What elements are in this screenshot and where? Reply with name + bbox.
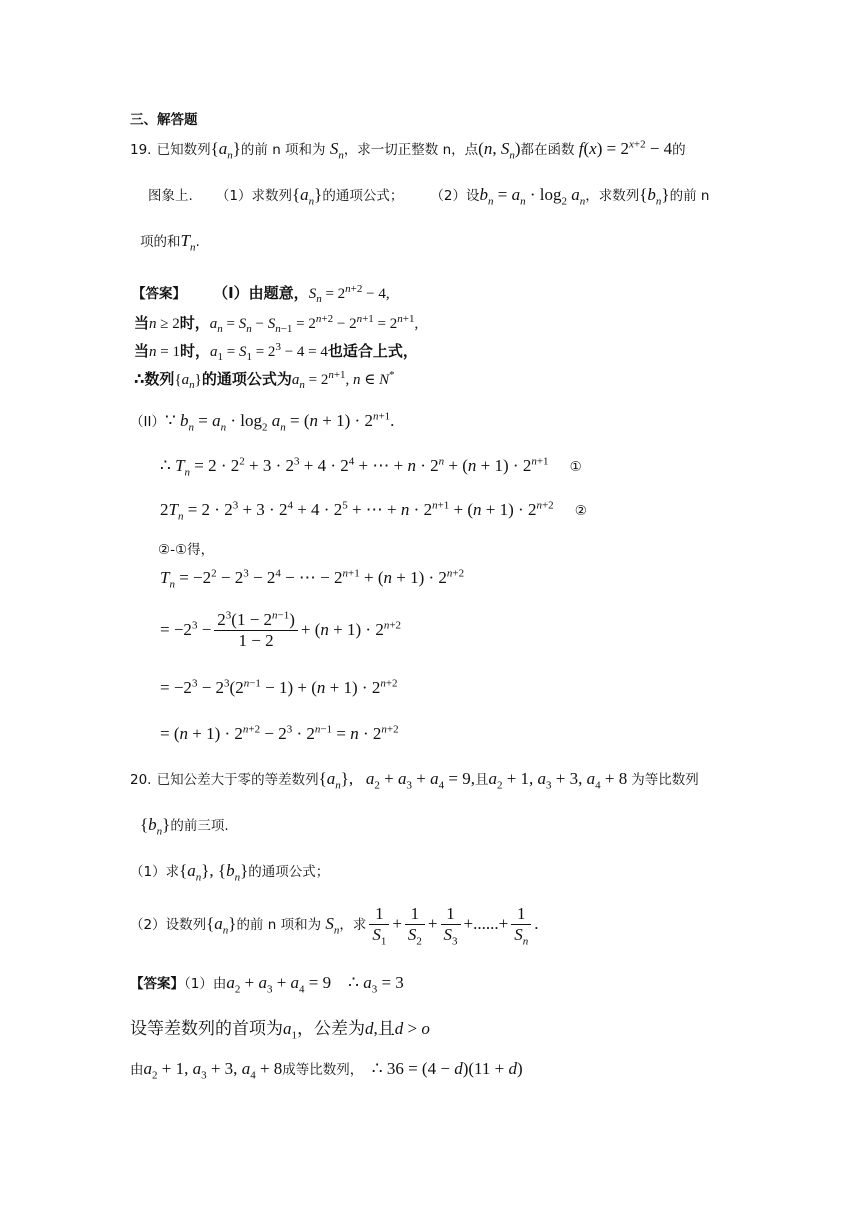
question-number: 19. (130, 142, 152, 158)
question-19-line-1: 19. 已知数列$\{a_n\}$的前 n 项和为 $S_n$，求一切正整数 n，点(n, $S_n$)都在函数 $f(x) = 2^{x+2} - 4$的 (130, 138, 686, 162)
answer-19-equation-3: $T_n = -2^2 - 2^3 - 2^4$ − ⋯ − $2^{n+1} + (n + 1) \cdot 2^{n+2}$ (160, 567, 465, 591)
answer-label: 【答案】 (130, 976, 184, 992)
answer-19-equation-2: $2T_n = 2 \cdot 2^3 + 3 \cdot 2^4 + 4 \cdot 2^5$ + ⋯ + $n \cdot 2^{n+1} + (n + 1) \cdot 2^{n+2}$ ② (160, 499, 587, 523)
answer-20-line-2: 设等差数列的首项为$a_1$，公差为d,且d > o (130, 1019, 430, 1042)
answer-20-line-1: 【答案】（1）由$a_2 + a_3 + a_4 = 9$ ∴ $a_3 = 3$ (130, 973, 404, 996)
answer-19-line-2: 当n = 1时，$a_1 = S_1 = 2^3 - 4 = 4$也适合上式， (134, 341, 418, 363)
answer-19-equation-5: = $-2^3 - 2^3(2^{n-1} - 1) + (n + 1) \cdot 2^{n+2}$ (160, 677, 398, 697)
question-20-line-2: $\{b_n\}$的前三项. (140, 815, 229, 838)
answer-19-equation-4: = $-2^3$ − $\frac{2^3(1 - 2^{n-1})}{1 - 2}$ + $(n + 1) \cdot 2^{n+2}$ (160, 609, 402, 650)
fraction: $\frac{1}{S_2}$ (405, 904, 425, 945)
answer-19-subtract-note: ②-①得， (158, 542, 215, 558)
question-number: 20. (130, 772, 152, 788)
answer-19-equation-1: ∴ $T_n = 2 \cdot 2^2 + 3 \cdot 2^3 + 4 \cdot 2^4$ + ⋯ + $n \cdot 2^n + (n + 1) \cdot 2^{n+1}$ ① (160, 455, 582, 479)
fraction: $\frac{1}{S_n}$ (511, 904, 531, 945)
question-20-line-1: 20. 已知公差大于零的等差数列$\{a_n\}$, $a_2 + a_3 + a_4 = 9$,且$a_2 + 1$, $a_3 + 3$, $a_4 + 8$ 为等比数列 (130, 769, 699, 792)
answer-label: 【答案】 (132, 286, 186, 302)
question-20-part-1: （1）求$\{a_n\}$, $\{b_n\}$的通项公式； (130, 861, 330, 884)
fraction: $\frac{1}{S_3}$ (441, 904, 461, 945)
question-19-line-3: 项的和$T_n$. (140, 231, 200, 254)
question-20-part-2: （2）设数列$\{a_n\}$的前 n 项和为 $S_n$，求 $\frac{1}{S_1}$ + $\frac{1}{S_2}$ + $\frac{1}{S_3}$ +......+ $\frac{1}{S_n}$ . (130, 904, 539, 948)
answer-19-part2-line-1: （II）∵ $b_n = a_n \cdot \log_2 a_n = (n + 1) \cdot 2^{n+1}$. (130, 410, 395, 434)
answer-19-line-3: ∴数列$\{a_n\}$的通项公式为$a_n = 2^{n+1}$, n ∈ N* (134, 369, 395, 391)
section-heading: 三、解答题 (130, 112, 198, 128)
question-19-line-2: 图象上. （1）求数列$\{a_n\}$的通项公式； （2）设$b_n = a_n \cdot \log_2 a_n$，求数列$\{b_n\}$的前 n (148, 185, 710, 208)
answer-19-equation-6: = $(n + 1) \cdot 2^{n+2} - 2^3 \cdot 2^{n-1} = n \cdot 2^{n+2}$ (160, 723, 399, 743)
answer-19-line-1: 当n ≥ 2时，$a_n = S_n - S_{n-1} = 2^{n+2} - 2^{n+1} = 2^{n+1}$, (134, 313, 419, 335)
answer-19-header: 【答案】 （I）由题意，$S_n = 2^{n+2} - 4$, (132, 283, 390, 305)
fraction: $\frac{2^3(1 - 2^{n-1})}{1 - 2}$ (214, 610, 298, 651)
answer-20-line-3: 由$a_2 + 1$, $a_3 + 3$, $a_4 + 8$成等比数列， ∴ 36 = (4 − d)(11 + d) (130, 1059, 523, 1082)
fraction: $\frac{1}{S_1}$ (369, 904, 389, 945)
